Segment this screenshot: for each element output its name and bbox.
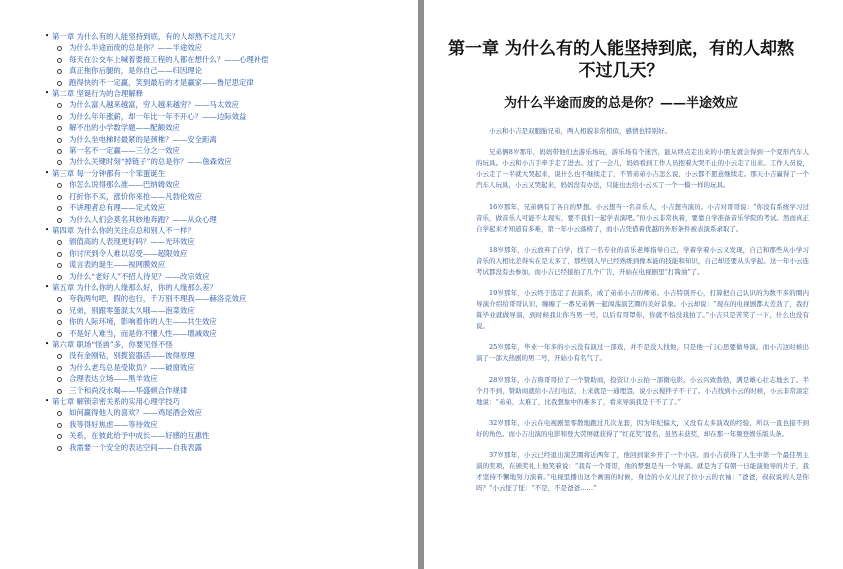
toc-section-link[interactable]: 颁值高的人表现更好吗？——光环效应 [69, 237, 195, 247]
circle-bullet-icon [57, 297, 62, 302]
circle-bullet-icon [57, 446, 62, 451]
toc-section [69, 191, 412, 202]
circle-bullet-icon [57, 263, 62, 268]
toc-section-link[interactable]: 我等得好焦虑——等待效应 [69, 419, 158, 429]
toc-section [69, 259, 412, 270]
bullet-icon: • [45, 32, 50, 40]
toc-section [69, 362, 412, 373]
toc-section [69, 65, 412, 76]
toc-section-link[interactable]: 真正拖你后腿的，是你自己——归因理论 [69, 66, 203, 76]
toc-section-list [52, 407, 412, 453]
toc-section-list [52, 236, 412, 282]
circle-bullet-icon [57, 240, 62, 245]
toc-section [69, 328, 412, 339]
circle-bullet-icon [57, 434, 62, 439]
toc-section-link[interactable]: 为什么老鸟总是受欺负？——破窗效应 [69, 362, 195, 372]
toc-section [69, 145, 412, 156]
circle-bullet-icon [57, 46, 62, 51]
toc-section-link[interactable]: 你的人际环境，影响着你的人生——共生效应 [69, 317, 217, 327]
circle-bullet-icon [57, 183, 62, 188]
toc-section-link[interactable]: 没有金刚钻，别揽瓷器活——彼得原理 [69, 351, 195, 361]
body-paragraph: 25岁那年，毕业一年多的小云没有演过一部戏，并不是没人找他，只是他一门心思要做导演。而小吉这时候出演了一部大热剧的男二号，开始小有名气了。 [476, 343, 809, 363]
toc-section [69, 442, 412, 453]
toc-chapter [45, 282, 412, 339]
toc-section-link[interactable]: 跑得快的不一定赢，笑到最后的才是赢家——鲁尼思定律 [69, 77, 254, 87]
toc-section-link[interactable]: 为什么半途而废的总是你？——半途效应 [69, 43, 203, 53]
toc-chapter-link[interactable]: 第一章 为什么有的人能坚持到底，有的人却熬不过几天？ [52, 32, 240, 41]
toc-section [69, 430, 412, 441]
toc-section-link[interactable]: 不是好人难当，而是你不懂人性——增减效应 [69, 328, 217, 338]
body-paragraph: 32岁那年，小云在电视剧里零散地跑过几次龙套，因为年纪偏大，又没有太多演戏的经验，所以一直也接不到好的角色。而小吉出演的电影和登大荧屏就获得了“红花奖”提名，虽然未获奖，却在那一年频登娱乐版头条。 [476, 419, 809, 439]
toc-section [69, 99, 412, 110]
body-text [476, 126, 809, 505]
body-paragraph: 28岁那年，小吉将哥哥拉了一个赞助商，投资让小云拍一部微电影。小云兴致勃勃，满是雄心壮志地去了。半个月不到，赞助商就给小吉打电话，上来就是一通埋怨，说小云搅拌子不干了。小吉找到小云的时候，小云非常淡定地说：“弟弟，太难了，比我想象中的难多了，看来导演我是干不了了。” [476, 375, 809, 406]
toc-section [69, 202, 412, 213]
toc-section [69, 373, 412, 384]
toc-section [69, 214, 412, 225]
circle-bullet-icon [57, 58, 62, 63]
toc-section-link[interactable]: 为什么“老好人”不招人待见？——改宗效应 [69, 271, 210, 281]
table-of-contents [45, 31, 412, 453]
bullet-icon: • [45, 225, 50, 234]
toc-chapter [45, 31, 412, 88]
toc-section-link[interactable]: 打折你不买，涨价你来抢——凡勃伦效应 [69, 191, 203, 201]
toc-section [69, 305, 412, 316]
circle-bullet-icon [57, 195, 62, 200]
toc-section-list [52, 350, 412, 396]
section-title: 为什么半途而废的总是你？——半途效应 [503, 96, 738, 111]
toc-section-link[interactable]: 合理表达立场——黑羊效应 [69, 374, 158, 384]
circle-bullet-icon [57, 389, 62, 394]
bullet-icon: • [45, 89, 50, 98]
toc-section-link[interactable]: 关系，在彼此给予中成长——好感的互惠性 [69, 431, 210, 441]
bullet-icon: • [45, 397, 50, 405]
circle-bullet-icon [57, 115, 62, 120]
circle-bullet-icon [57, 423, 62, 428]
toc-section-link[interactable]: 夸我两句吧，假的也行，千万别不理我——赫洛克效应 [69, 294, 247, 304]
toc-section-link[interactable]: 你讨厌到令人难以忍受——超限效应 [69, 248, 188, 258]
circle-bullet-icon [57, 320, 62, 325]
circle-bullet-icon [57, 354, 62, 359]
toc-chapter-link[interactable]: 第七章 解锁亲密关系的实用心理学技巧 [52, 397, 180, 406]
toc-section-link[interactable]: 第一名不一定赢——三分之一效应 [69, 146, 180, 156]
circle-bullet-icon [57, 206, 62, 211]
toc-section [69, 248, 412, 259]
toc-section-link[interactable]: 三个和尚没水喝——华盛顿合作规律 [69, 385, 188, 395]
toc-section [69, 236, 412, 247]
bullet-icon: • [45, 339, 50, 348]
circle-bullet-icon [57, 69, 62, 74]
toc-section-list [52, 179, 412, 225]
toc-chapter-link[interactable]: 第五章 为什么你的人缘那么好，你的人缘那么差？ [52, 282, 217, 292]
body-paragraph: 18岁那年，小云放弃了自学，找了一名专业的音乐老师指导自己，学着学着小云又发现，自己和那些从小学习音乐的人相比差得实在是太多了，那些别人早已经熟练到像本能的技能和知识，自己却还要从头学起。这一年小云连考试都没有去参加，而小吉已经接拍了几个广告，开始在电视剧里“打酱油”了。 [476, 245, 809, 276]
circle-bullet-icon [57, 309, 62, 314]
toc-section-list [52, 99, 412, 167]
toc-section-link[interactable]: 如何赢得他人的喜欢？——鸡尾酒会效应 [69, 408, 203, 418]
toc-section [69, 42, 412, 53]
toc-section [69, 293, 412, 304]
toc-section-link[interactable]: 为什么年年涨薪，却一年比一年不开心？——边际效益 [69, 111, 247, 121]
toc-chapter-link[interactable]: 第三章 每一分钟都有一个笨蛋诞生 [52, 168, 166, 178]
circle-bullet-icon [57, 103, 62, 108]
circle-bullet-icon [57, 411, 62, 416]
toc-chapter [45, 339, 412, 396]
body-paragraph: 小云和小吉是双胞胎兄弟，两人相貌非常相似，感情也特别好。 [489, 127, 671, 135]
circle-bullet-icon [57, 377, 62, 382]
toc-section [69, 316, 412, 327]
toc-section [69, 385, 412, 396]
toc-section [69, 419, 412, 430]
toc-chapter-link[interactable]: 第二章 坚诞行为的合理解释 [52, 89, 144, 99]
toc-chapter [45, 225, 412, 282]
body-paragraph: 19岁那年，小云终于选定了表演系，成了弟弟小吉的师弟。小吉特别开心，打算把自己认识的为数不多的圈内导演介绍给哥哥认识，缠缠了一番兄弟俩一起闯荡演艺圈的美好景象。小云却说：“现在的电视剧都太差劲了，我打算毕业就做导演，到时候我让你当男一号，以后有哥罩你，你就不怕没戏拍了。”小吉只是苦笑了一下，什么也没有说。 [476, 289, 809, 331]
toc-section [69, 77, 412, 88]
circle-bullet-icon [57, 366, 62, 371]
circle-bullet-icon [57, 332, 62, 337]
toc-chapter [45, 396, 412, 453]
circle-bullet-icon [57, 160, 62, 165]
toc-section-list [52, 293, 412, 339]
body-paragraph: 37岁那年，小云已经退出演艺圈将近两年了，他回到家乡开了一个小店。而小吉获得了人生中第一个最佳男主演的奖项，在颁奖礼上他笑着说：“我有一个哥哥，他的梦想是当一个导演。就是为了有朝一日能演他导的片子，我才坚持不懈地努力演着。”电视里播出这个画面的时候，身边的小女儿拉了拉小云的衣袖：“爸爸，叔叔说的人是你吗？”小云怔了怔：“不是，不是爸爸……” [476, 451, 809, 493]
toc-chapter [45, 88, 412, 168]
toc-section-link[interactable]: 谎言表的诞生——视网膜效应 [69, 260, 166, 270]
toc-section-link[interactable]: 我需要一个安全的表达空间——自我表露 [69, 442, 203, 452]
circle-bullet-icon [57, 138, 62, 143]
toc-section [69, 271, 412, 282]
toc-section [69, 134, 412, 145]
toc-section-link[interactable]: 不讲理者总有理——定式效应 [69, 203, 166, 213]
chapter-title: 第一章 为什么有的人能坚持到底，有的人却熬不过几天？ [448, 39, 794, 81]
toc-section [69, 54, 412, 65]
bullet-icon: • [45, 168, 50, 177]
circle-bullet-icon [57, 275, 62, 280]
body-paragraph: 兄弟俩8岁那年，妈妈带他们去游乐场玩，游乐场有个迷宫，能从终点走出来的小朋友就会得到一个变形汽车人的玩具。小云和小吉手牵手走了进去。过了一会儿，妈妈看到工作人员抱着大哭不止的小云走了出来。工作人员说，小云走了一半就大哭起来，说什么也不继续走了，不管弟弟小吉怎么说，小云都不愿意继续走。那天小吉赢得了一个汽车人玩具，小云又哭起来，妈妈没有办法，只能也去给小云买了一个一模一样的玩具。 [476, 148, 809, 190]
toc-section-link[interactable]: 你怎么说得那么准——巴纳姆效应 [69, 180, 180, 190]
toc-section-list [52, 42, 412, 88]
toc-section [69, 111, 412, 122]
toc-section-link[interactable]: 为什么坐电梯时最紧的是颈椎？——安全距离 [69, 134, 217, 144]
toc-section [69, 156, 412, 167]
circle-bullet-icon [57, 252, 62, 257]
toc-section-link[interactable]: 每天在公交车上喊着要接工程的人都在想什么？——心理补偿 [69, 54, 269, 64]
circle-bullet-icon [57, 126, 62, 131]
bullet-icon: • [45, 282, 50, 291]
toc-section [69, 179, 412, 190]
body-paragraph: 16岁那年，兄弟俩有了各自的梦想。小云想当一名音乐人，小吉想当演员。小吉对哥哥说：“你没有系统学习过音乐，做音乐人可能不太现实，要不我们一起学表演吧。”但小云非常执着，要靠自学准备音乐学院的考试。然而真正自学起来才知道有多难，第一年小云落榜了，而小吉凭借着优越的外形条件被表演系录取了。 [476, 202, 809, 233]
toc-section [69, 407, 412, 418]
toc-section-link[interactable]: 兄弟，别跟零蛋混太久哦——泡菜效应 [69, 305, 195, 315]
toc-section [69, 350, 412, 361]
toc-chapter [45, 168, 412, 225]
toc-section [69, 122, 412, 133]
toc-section-link[interactable]: 为什么富人越来越富，穷人越来越穷？——马太效应 [69, 100, 239, 110]
toc-chapter-link[interactable]: 第四章 为什么你的关注点总和别人不一样？ [52, 225, 195, 235]
toc-section-link[interactable]: 为什么关键时刻“掉链子”的总是你？——詹森效应 [69, 157, 232, 167]
toc-section-link[interactable]: 为什么人们会莫名其妙地奔跑？——从众心理 [69, 214, 217, 224]
circle-bullet-icon [57, 149, 62, 154]
circle-bullet-icon [57, 81, 62, 86]
toc-section-link[interactable]: 解不出的小学数学题——配额效应 [69, 123, 180, 133]
circle-bullet-icon [57, 218, 62, 223]
toc-chapter-link[interactable]: 第六章 职场“怪兽”多，你要见怪不怪 [52, 339, 173, 349]
